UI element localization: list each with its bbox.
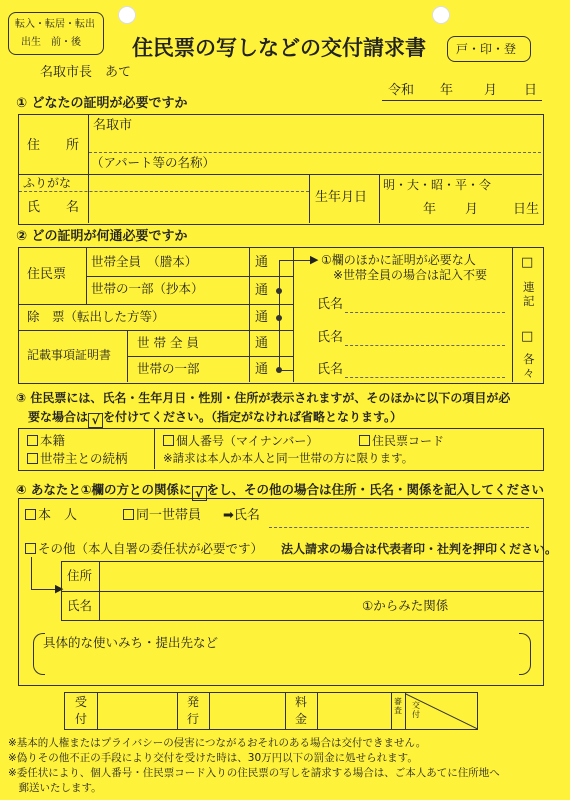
honseki-checkbox[interactable]	[27, 435, 38, 446]
renki-checkbox[interactable]: □	[521, 255, 534, 270]
date-month: 月	[484, 83, 498, 98]
footnote-4: 郵送いたします。	[8, 782, 102, 794]
section1-heading: ① どなたの証明が必要ですか	[16, 96, 188, 111]
form-title: 住民票の写しなどの交付請求書	[132, 36, 426, 60]
other-option[interactable]: その他（本人自署の委任状が必要です）	[25, 543, 263, 556]
mynumber-checkbox[interactable]	[163, 435, 174, 446]
section1-table	[18, 114, 544, 225]
option-jumincode[interactable]: 住民票コード	[359, 435, 444, 447]
corner-line-2: 出生 前・後	[21, 37, 81, 48]
removed-record-label: 除 票（転出した方等）	[27, 309, 165, 324]
check-mark-icon-2: √	[192, 486, 207, 501]
extra-name-3-label: 氏名	[317, 362, 344, 377]
section4-heading: ④ あなたと①欄の方との関係に √ をし、その他の場合は住所・氏名・関係を記入してください	[16, 482, 545, 500]
corporate-note: 法人請求の場合は代表者印・社判を押印ください。	[281, 542, 558, 556]
bracket-arrow: ▶	[310, 253, 319, 266]
agent-address-label: 住所	[67, 568, 93, 583]
agent-address-input[interactable]	[102, 564, 540, 590]
ryokin-1: 料	[295, 695, 308, 709]
punch-hole-right	[432, 6, 450, 24]
extra-name-2-label: 氏名	[317, 330, 344, 345]
name-input[interactable]	[89, 193, 307, 223]
corner-line-1: 転入・転居・転出	[15, 19, 95, 30]
uketsuke-1: 受	[75, 695, 88, 709]
footnote-1: ※基本的人権またはプライバシーの侵害につながるおそれのある場合は交付できません。	[8, 737, 427, 749]
option-mynumber[interactable]: 個人番号（マイナンバー）	[163, 435, 318, 447]
stamp-box	[447, 36, 531, 62]
section2-heading: ② どの証明が何通必要ですか	[16, 229, 188, 244]
agent-table	[61, 561, 544, 621]
renki-label-1: 連	[523, 280, 535, 294]
birth-day: 日生	[513, 202, 540, 217]
section4-box	[18, 498, 558, 686]
kisai-part-label: 世帯の一部	[137, 361, 200, 376]
copies-kisai-part[interactable]: 通	[255, 362, 269, 377]
section3-note: ※請求は本人か本人と同一世帯の方に限ります。	[163, 451, 414, 465]
section3-text-1: ③ 住民票には、氏名・生年月日・性別・住所が表示されますが、そのほかに以下の項目が必	[16, 391, 511, 405]
jumincode-checkbox[interactable]	[359, 435, 370, 446]
birth-year: 年	[423, 202, 437, 217]
usage-input[interactable]	[45, 653, 515, 675]
kaku-label-2: 々	[523, 366, 535, 380]
copies-all[interactable]: 通	[255, 255, 269, 270]
date-year: 年	[440, 83, 454, 98]
birth-label: 生年月日	[315, 190, 368, 205]
extra-name-1-label: 氏名	[317, 297, 344, 312]
ryokin-2: 金	[295, 712, 308, 726]
section3-options	[18, 428, 544, 471]
agent-name-row-label: 氏名	[67, 598, 93, 613]
option-honseki[interactable]: 本籍	[27, 435, 65, 448]
same-household-checkbox[interactable]	[123, 509, 134, 520]
birth-month: 月	[465, 202, 479, 217]
addressee: 名取市長 あて	[40, 65, 132, 80]
address-input[interactable]	[159, 117, 539, 149]
self-option[interactable]: 本 人	[25, 509, 77, 522]
usage-bracket-right	[519, 633, 531, 675]
shinsa-label: 審査	[394, 697, 402, 715]
name-label: 氏 名	[27, 200, 80, 215]
juminhyo-label: 住民票	[27, 267, 67, 282]
furigana-input[interactable]	[89, 175, 307, 191]
agent-name-input[interactable]	[102, 593, 322, 619]
furigana-label: ふりがな	[23, 176, 72, 190]
date-era: 令和	[388, 83, 415, 98]
option-relation[interactable]: 世帯主との続柄	[27, 453, 128, 466]
partial-household-label: 世帯の一部（抄本）	[91, 281, 204, 296]
stamp-text: 戸・印・登	[456, 42, 517, 56]
all-household-label: 世帯全員 （謄本）	[91, 254, 198, 269]
agent-name-label: ➡氏名	[223, 508, 260, 523]
date-underline	[382, 100, 542, 101]
apartment-hint: （アパート等の名称）	[91, 155, 216, 170]
corner-box	[8, 12, 104, 55]
hakko-1: 発	[187, 695, 200, 709]
address-label: 住 所	[27, 138, 80, 153]
footnote-2: ※偽りその他不正の手段により交付を受けた時は、30万円以下の罰金に処せられます。	[8, 752, 418, 764]
section3-text-2: 要な場合は √ を付けてください。（指定がなければ省略となります。）	[28, 410, 403, 427]
kaku-checkbox[interactable]: □	[521, 329, 534, 344]
check-mark-icon: √	[88, 413, 103, 428]
kisai-label: 記載事項証明書	[27, 348, 112, 362]
kaku-label-1: 各	[523, 352, 535, 366]
relation-checkbox[interactable]	[27, 453, 38, 464]
office-use-table	[64, 692, 478, 730]
footnote-3: ※委任状により、個人番号・住民票コード入りの住民票の写しを請求する場合は、ご本人あてに住所地へ	[8, 767, 500, 779]
date-day: 日	[524, 83, 538, 98]
uketsuke-2: 付	[75, 712, 88, 726]
kofu-label: 交付	[412, 701, 420, 719]
same-household-option[interactable]: 同一世帯員	[123, 509, 201, 522]
usage-label: 具体的な使いみち・提出先など	[43, 635, 219, 650]
renki-label-2: 記	[523, 294, 535, 308]
kisai-all-label: 世 帯 全 員	[137, 335, 199, 350]
punch-hole-left	[118, 6, 136, 24]
birth-eras[interactable]: 明・大・昭・平・令	[383, 178, 492, 192]
relation-label: ①からみた関係	[362, 598, 449, 613]
hakko-2: 行	[187, 712, 200, 726]
extra-person-note: ①欄のほかに証明が必要な人	[321, 253, 476, 267]
copies-part[interactable]: 通	[255, 283, 269, 298]
self-checkbox[interactable]	[25, 509, 36, 520]
extra-person-note2: ※世帯全員の場合は記入不要	[333, 268, 488, 282]
other-checkbox[interactable]	[25, 543, 36, 554]
copies-removed[interactable]: 通	[255, 310, 269, 325]
copies-kisai-all[interactable]: 通	[255, 336, 269, 351]
city-name: 名取市	[93, 118, 133, 133]
arrow-right-icon: ▶	[55, 582, 64, 595]
section2-table	[18, 247, 544, 384]
